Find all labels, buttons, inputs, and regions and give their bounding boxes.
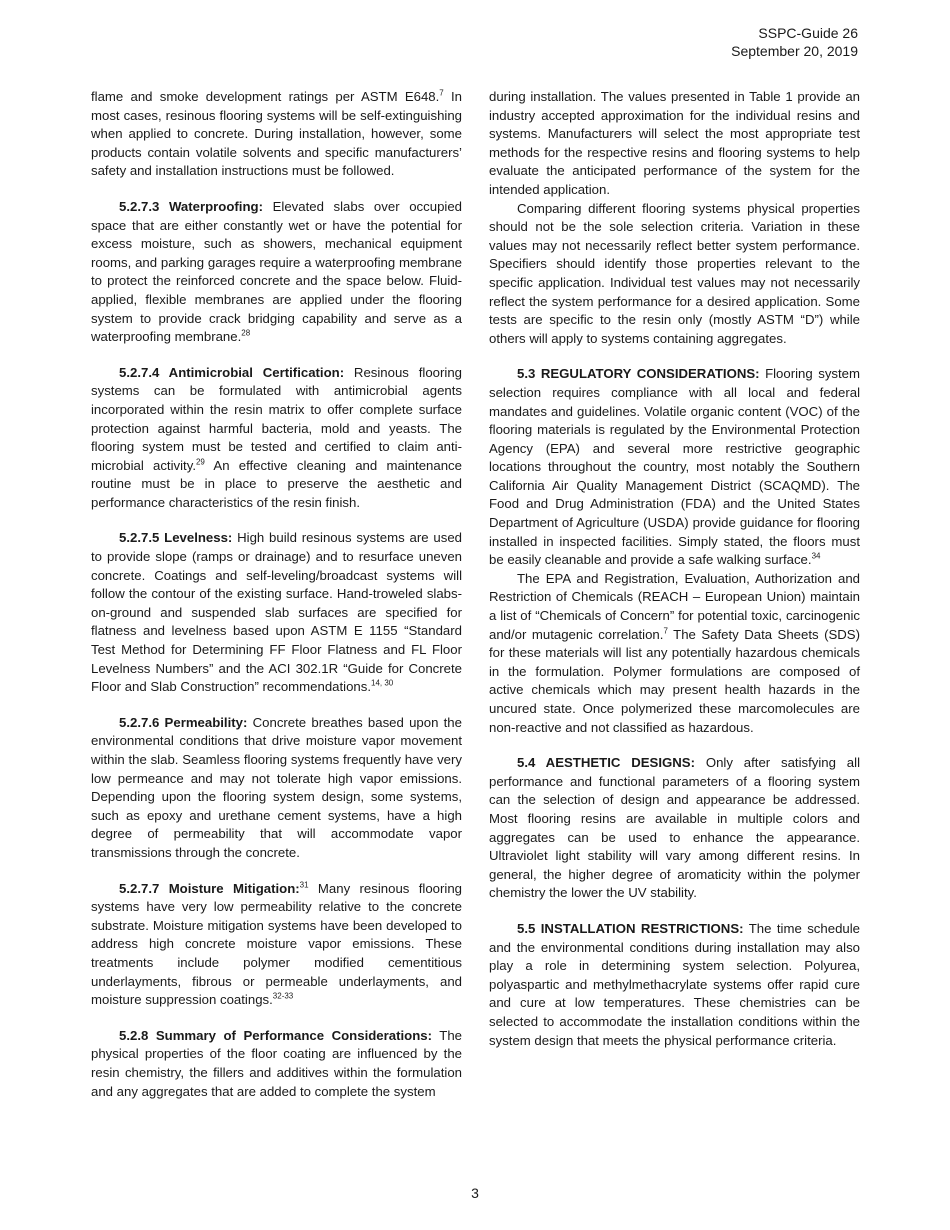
document-date: September 20, 2019 <box>731 43 858 59</box>
section-heading: 5.2.7.4 Antimicrobial Certification: <box>119 364 345 380</box>
citation: 31 <box>299 880 309 890</box>
paragraph-table-values: during installation. The values presented in Table 1 provide an industry accepted approximation for the individual resins and systems. Manufacturers will select the most appropriate test methods for the respective resins and flooring systems to help evaluate the anticipated performance of the system for the intended application. <box>489 89 860 197</box>
section-heading: 5.2.7.5 Levelness: <box>119 530 233 546</box>
section-antimicrobial: 5.2.7.4 Antimicrobial Certification: Resinous flooring systems can be formulated with antimicrobial agents incorporated within the resin matrix to offer complete surface protection against harmful bacteria, mold and yeasts. The flooring system must be tested and certified to claim anti-microbial activity.$^{29}$ An effective cleaning and maintenance routine must be in place to preserve the aesthetic and performance characteristics of the resin finish. <box>91 364 462 510</box>
citation: 32-33 <box>272 991 294 1001</box>
section-moisture-mitigation: 5.2.7.7 Moisture Mitigation:$^{31}$ Many resinous flooring systems have very low permeability relative to the concrete substrate. Moisture mitigation systems have been developed to address high concrete moisture vapor emissions. These treatments include polymer modified cementitious underlayments, fibrous or permeable underlayments, and moisture suppression coatings.$^{32-33}$ <box>91 880 462 1008</box>
section-permeability: 5.2.7.6 Permeability: Concrete breathes based upon the environmental conditions that drive moisture vapor movement within the slab. Seamless flooring systems frequently have very low permeance and may not tolerate high vapor emissions. Depending upon the flooring system design, some systems, such as epoxy and urethane cement systems, have a high degree of permeability that will accommodate vapor transmissions through the concrete. <box>91 714 462 860</box>
section-heading: 5.3 REGULATORY CONSIDERATIONS: <box>517 366 760 382</box>
section-aesthetic-designs: 5.4 AESTHETIC DESIGNS: Only after satisfying all performance and functional parameters of a flooring system can the selection of design and appearance be addressed. Most flooring resins are available in multiple colors and aggregates can be used to enhance the appearance. Ultraviolet light stability will vary among different resins. In general, the higher degree of aromaticity within the polymer chemistry the lower the UV stability. <box>489 755 861 901</box>
section-waterproofing: 5.2.7.3 Waterproofing: Elevated slabs over occupied space that are either constantly wet or have the potential for excess moisture, such as showers, mechanical equipment rooms, and parking garages require a waterproofing membrane to protect the reinforced concrete and the space below. Fluid-applied, flexible membranes are applied under the flooring system to provide crack bridging capability and serve as a waterproofing membrane.$^{28}$ <box>91 198 462 345</box>
citation: 29 <box>195 457 205 467</box>
section-heading: 5.5 INSTALLATION RESTRICTIONS: <box>517 920 744 936</box>
paragraph-comparing-systems: Comparing different flooring systems physical properties should not be the sole selection criteria. Variation in these values may not necessarily reflect better system performance. Specifiers should identify those properties relevant to the specific application. Individual test values may not necessarily reflect the system performance for a desired application. Some tests are specific to the resin only (mostly ASTM “D”) while others will apply to systems containing aggregates. <box>489 200 860 346</box>
section-heading: 5.2.7.6 Permeability: <box>119 714 248 730</box>
section-heading: 5.2.8 Summary of Performance Considerations: <box>119 1027 432 1043</box>
section-regulatory: 5.3 REGULATORY CONSIDERATIONS: Flooring system selection requires compliance with all local and federal mandates and guidelines. Volatile organic content (VOC) of the flooring materials is regulated by the Environmental Protection Agency (EPA) and several more restrictive geographic locations throughout the country, most notably the Southern California Air Quality Management District (SCAQMD). The Food and Drug Administration (FDA) and the United States Department of Agriculture (USDA) provide guidance for flooring installed in inspected facilities. Simply stated, the floors must be easily cleanable and provide a safe walking surface.$^{34}$ <box>489 366 860 568</box>
section-installation-restrictions: 5.5 INSTALLATION RESTRICTIONS: The time schedule and the environmental conditions during installation may also play a role in determining system selection. Polyurea, polyaspartic and methylmethacrylate systems offer rapid cure and cure at low temperatures. These chemistries can be selected to accommodate the installation conditions within the system design that meets the physical performance criteria. <box>489 920 861 1048</box>
paragraph-reach-chemicals: The EPA and Registration, Evaluation, Authorization and Restriction of Chemicals (REACH – European Union) maintain a list of “Chemicals of Concern” for potential toxic, carcinogenic and/or mutagenic correlation.$^7$ The Safety Data Sheets (SDS) for these materials will list any potentially hazardous chemicals in the formulation. Polymer formulations are composed of active chemicals which may present health hazards in the uncured state. Once polymerized these marcomolecules are non-reactive and not classified as hazardous. <box>489 570 860 735</box>
section-performance-summary: 5.2.8 Summary of Performance Considerations: The physical properties of the floor coating are influenced by the resin chemistry, the fillers and additives within the formulation and any aggregates that are added to complete the system <box>91 1027 462 1099</box>
citation: 7 <box>663 626 668 636</box>
page-number: 3 <box>471 1185 479 1201</box>
citation: 14, 30 <box>371 678 394 688</box>
section-heading: 5.4 AESTHETIC DESIGNS: <box>517 755 695 771</box>
section-heading: 5.2.7.3 Waterproofing: <box>119 198 263 214</box>
citation: 28 <box>241 328 251 338</box>
section-heading: 5.2.7.7 Moisture Mitigation: <box>119 880 300 896</box>
right-column <box>489 88 860 1050</box>
section-levelness: 5.2.7.5 Levelness: High build resinous systems are used to provide slope (ramps or drainage) and to resurface uneven concrete. Coatings and self-leveling/broadcast systems will follow the contour of the existing surface. Hand-troweled slabs-on-ground and suspended slab surfaces are specified for flatness and levelness based upon ASTM E 1155 “Standard Test Method for Determining FF Floor Flatness and FL Floor Levelness Numbers” and the ACI 302.1R “Guide for Concrete Floor and Slab Construction” recommendations.$^{14, 30}$ <box>91 530 462 695</box>
paragraph-flame-rating: flame and smoke development ratings per ASTM E648.$^7$ In most cases, resinous flooring systems will be self-extinguishing when applied to concrete. During installation, however, some products contain volatile solvents and specific manufacturers’ safety and installation instructions must be followed. <box>91 88 462 179</box>
document-id: SSPC-Guide 26 <box>758 25 858 41</box>
citation: 7 <box>439 88 444 98</box>
left-column <box>91 88 462 1101</box>
citation: 34 <box>811 551 821 561</box>
page-header <box>731 24 858 60</box>
